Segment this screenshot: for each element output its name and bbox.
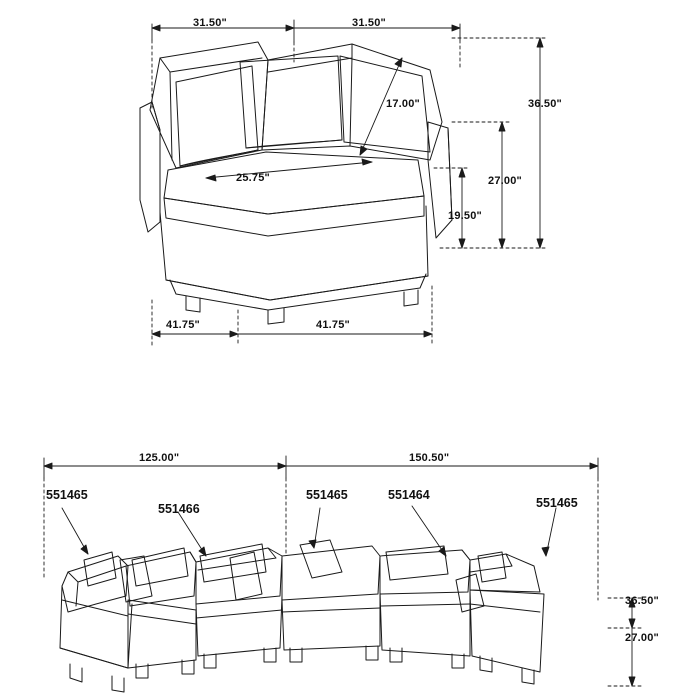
dim-left-section-width-125-00: 125.00": [139, 452, 180, 464]
dim-overall-height-36-50: 36.50": [528, 98, 562, 110]
dim-bottom-right-41-75: 41.75": [316, 319, 350, 331]
dim-sectional-arm-height-27-00: 27.00": [625, 632, 659, 644]
dim-back-cushion-height-17-00: 17.00": [386, 98, 420, 110]
part-code-armless-left: 551466: [158, 502, 200, 516]
dim-arm-height-27-00: 27.00": [488, 175, 522, 187]
dim-seat-depth-25-75: 25.75": [236, 172, 270, 184]
part-code-left-arm: 551465: [46, 488, 88, 502]
dim-bottom-left-41-75: 41.75": [166, 319, 200, 331]
corner-chair-illustration: [140, 42, 452, 324]
part-code-corner: 551465: [306, 488, 348, 502]
dim-top-left-31-50: 31.50": [193, 17, 227, 29]
dim-sectional-overall-height-36-50: 36.50": [625, 595, 659, 607]
part-code-armless-middle: 551464: [388, 488, 430, 502]
sectional-illustration: [60, 540, 544, 692]
dim-right-section-width-150-50: 150.50": [409, 452, 450, 464]
dim-seat-height-19-50: 19.50": [448, 210, 482, 222]
part-code-right-arm: 551465: [536, 496, 578, 510]
dim-top-right-31-50: 31.50": [352, 17, 386, 29]
